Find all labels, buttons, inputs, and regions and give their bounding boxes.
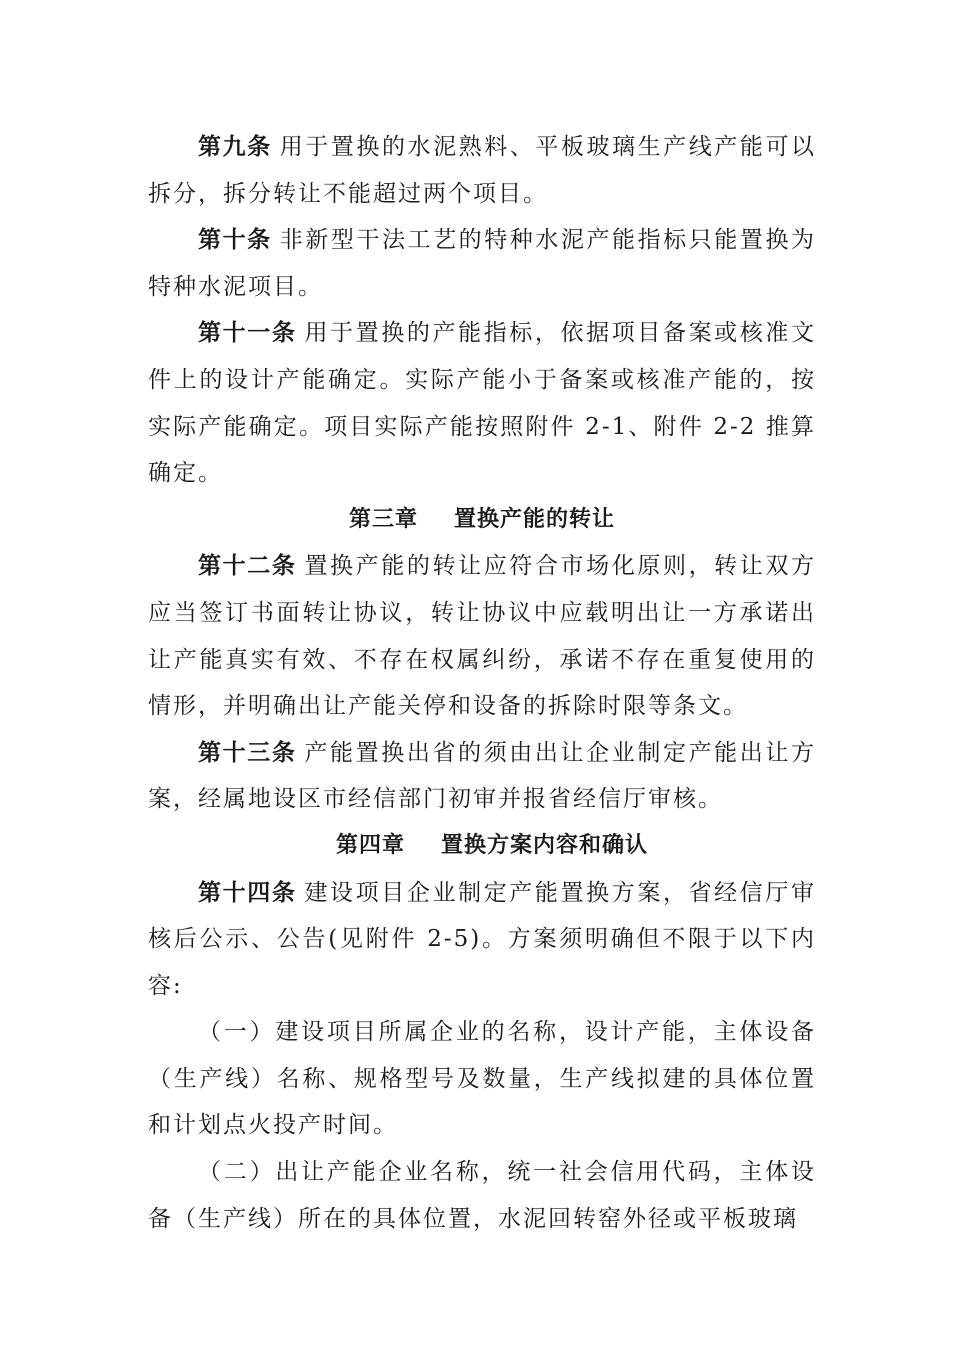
chapter-number: 第四章	[335, 832, 405, 858]
article-number: 第十四条	[198, 879, 297, 906]
chapter-heading-3	[148, 497, 816, 544]
article-text: 建设项目企业制定产能置换方案，省经信厅审核后公示、公告(见附件 2-5)。方案须明确但不限于以下内容:	[148, 879, 817, 999]
list-item: （一）建设项目所属企业的名称，设计产能，主体设备（生产线）名称、规格型号及数量，生产线拟建的具体位置和计划点火投产时间。	[148, 1019, 816, 1139]
article-10	[148, 217, 816, 310]
article-number: 第十三条	[198, 739, 297, 766]
article-text: 用于置换的水泥熟料、平板玻璃生产线产能可以拆分，拆分转让不能超过两个项目。	[148, 134, 817, 207]
article-number: 第十二条	[198, 553, 297, 580]
article-text: 用于置换的产能指标，依据项目备案或核准文件上的设计产能确定。实际产能小于备案或核准产能的，按实际产能确定。项目实际产能按照附件 2-1、附件 2-2 推算确定。	[148, 320, 817, 487]
chapter-heading-4	[148, 823, 816, 870]
article-11	[148, 310, 816, 496]
article-12	[148, 543, 816, 729]
list-item: （二）出让产能企业名称，统一社会信用代码，主体设备（生产线）所在的具体位置，水泥回转窑外径或平板玻璃	[148, 1159, 816, 1232]
article-9	[148, 124, 816, 217]
document-body	[148, 124, 816, 1242]
article-number: 第十一条	[198, 320, 297, 347]
chapter-title: 置换产能的转让	[454, 506, 616, 532]
article-14	[148, 870, 816, 1010]
article-text: 非新型干法工艺的特种水泥产能指标只能置换为特种水泥项目。	[148, 227, 817, 300]
chapter-title: 置换方案内容和确认	[441, 832, 649, 858]
article-number: 第九条	[198, 134, 272, 160]
article-number: 第十条	[198, 227, 272, 254]
article-text: 产能置换出省的须由出让企业制定产能出让方案，经属地设区市经信部门初审并报省经信厅审核。	[148, 739, 817, 813]
article-13	[148, 730, 816, 823]
chapter-number: 第三章	[348, 506, 418, 532]
article-text: 置换产能的转让应符合市场化原则，转让双方应当签订书面转让协议，转让协议中应载明出让一方承诺出让产能真实有效、不存在权属纠纷，承诺不存在重复使用的情形，并明确出让产能关停和设备的拆除时限等条文。	[148, 553, 817, 720]
